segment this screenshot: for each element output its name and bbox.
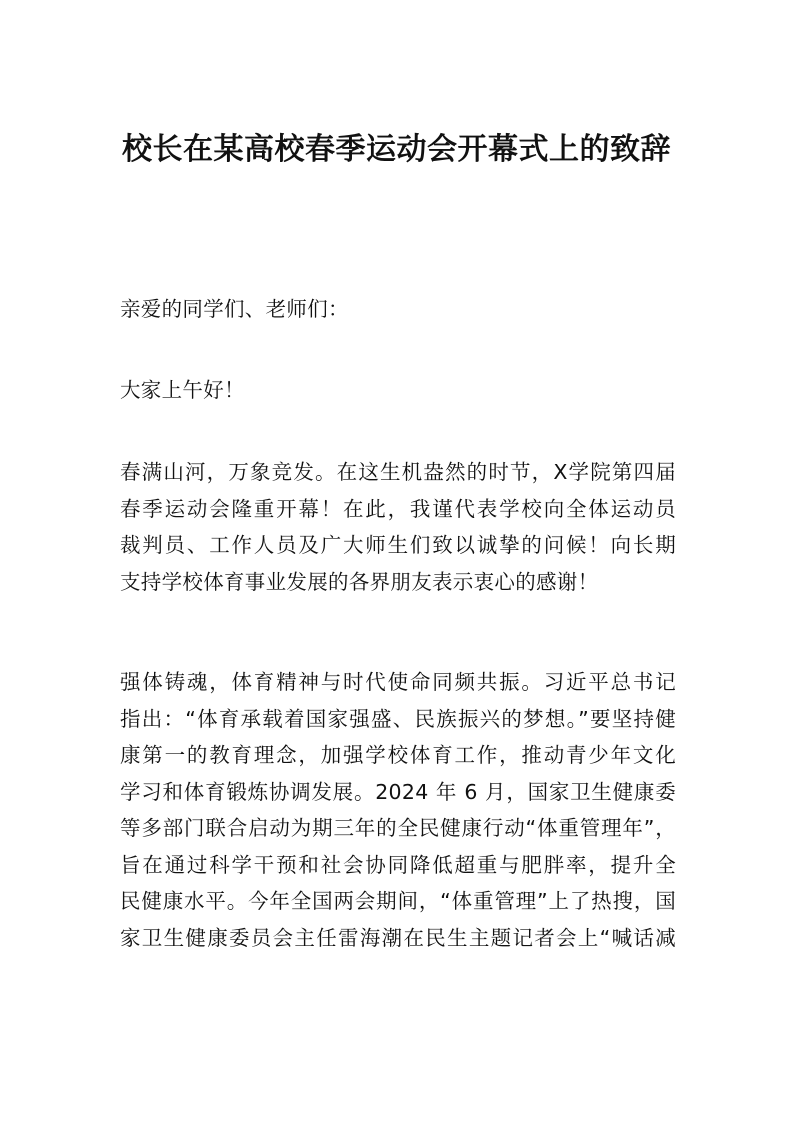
salutation (120, 291, 676, 328)
text-line: 等多部门联合启动为期三年的全民健康行动“体重管理年”， (120, 816, 676, 840)
paragraph-sports-spirit (120, 664, 676, 956)
text-line: 家卫生健康委员会主任雷海潮在民生主题记者会上“喊话减 (120, 925, 676, 950)
text-line: 支持学校体育事业发展的各界朋友表示衷心的感谢！ (120, 569, 599, 594)
text-line: 春满山河，万象竞发。在这生机盎然的时节，X学院第四届 (120, 460, 676, 484)
text-line: 亲爱的同学们、老师们： (120, 297, 349, 321)
greeting (120, 372, 676, 409)
text-line: 大家上午好！ (120, 378, 245, 402)
paragraph-opening (120, 454, 676, 600)
text-line: 春季运动会隆重开幕！在此，我谨代表学校向全体运动员 (120, 496, 676, 521)
text-line: 强体铸魂，体育精神与时代使命同频共振。习近平总书记 (120, 670, 676, 694)
text-line: 学习和体育锻炼协调发展。2024 年 6 月，国家卫生健康委 (120, 779, 676, 804)
text-line: 民健康水平。今年全国两会期间，“体重管理”上了热搜，国 (120, 889, 676, 913)
text-line: 裁判员、工作人员及广大师生们致以诚挚的问候！向长期 (120, 533, 676, 557)
text-line: 指出：“体育承载着国家强盛、民族振兴的梦想。”要坚持健 (120, 706, 676, 731)
document-title: 校长在某高校春季运动会开幕式上的致辞 (122, 132, 671, 167)
text-line: 旨在通过科学干预和社会协同降低超重与肥胖率，提升全 (120, 852, 676, 877)
text-line: 康第一的教育理念，加强学校体育工作，推动青少年文化 (120, 743, 676, 767)
